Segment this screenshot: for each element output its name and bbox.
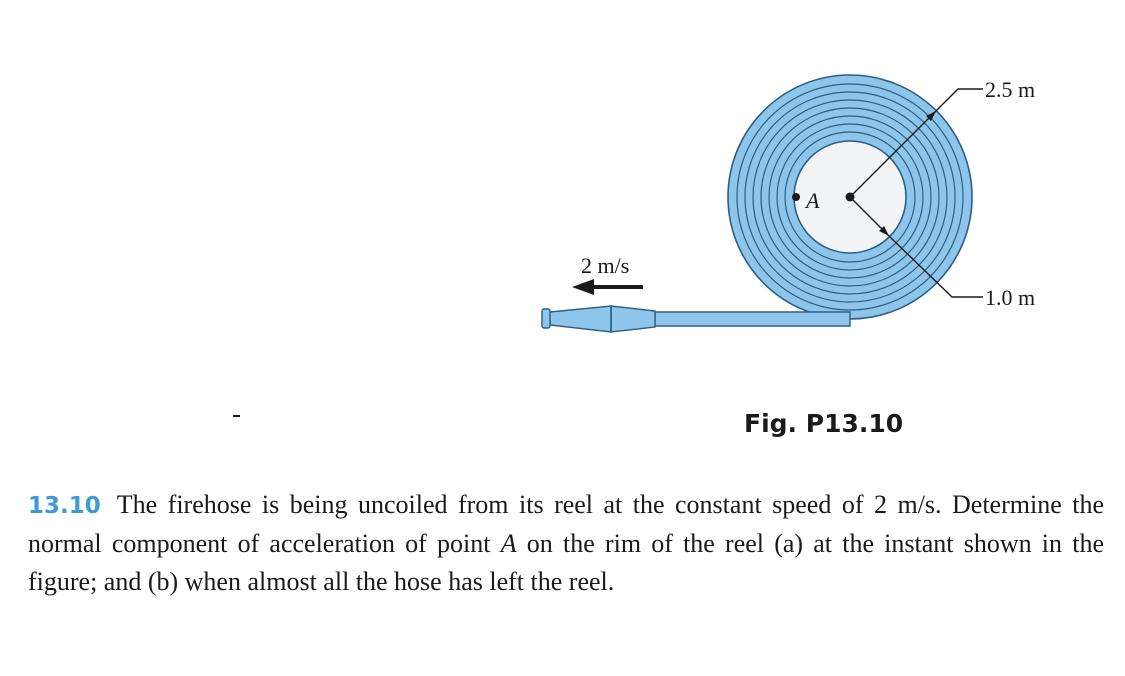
inner-radius-label: 1.0 m [985, 285, 1036, 310]
problem-point-a: A [500, 529, 517, 558]
point-a-dot [792, 193, 800, 201]
velocity-arrow [572, 279, 643, 295]
point-a-label: A [806, 188, 820, 213]
problem-text-part-2: on the rim of the reel (a) at the instant shown in the figure; and (b) when almost all the hose has left the reel. [28, 529, 1104, 596]
figure-caption: Fig. P13.10 [744, 409, 904, 438]
hose-straight [655, 312, 850, 326]
problem-text-part-1: The firehose is being uncoiled from its reel at the constant speed of 2 m/s. Determine the normal component of acceleration of point [28, 490, 1104, 558]
nozzle [542, 306, 655, 332]
problem-number: 13.10 [28, 493, 101, 519]
problem-statement [28, 486, 1104, 601]
speed-label: 2 m/s [581, 253, 630, 278]
outer-radius-label: 2.5 m [985, 77, 1036, 102]
